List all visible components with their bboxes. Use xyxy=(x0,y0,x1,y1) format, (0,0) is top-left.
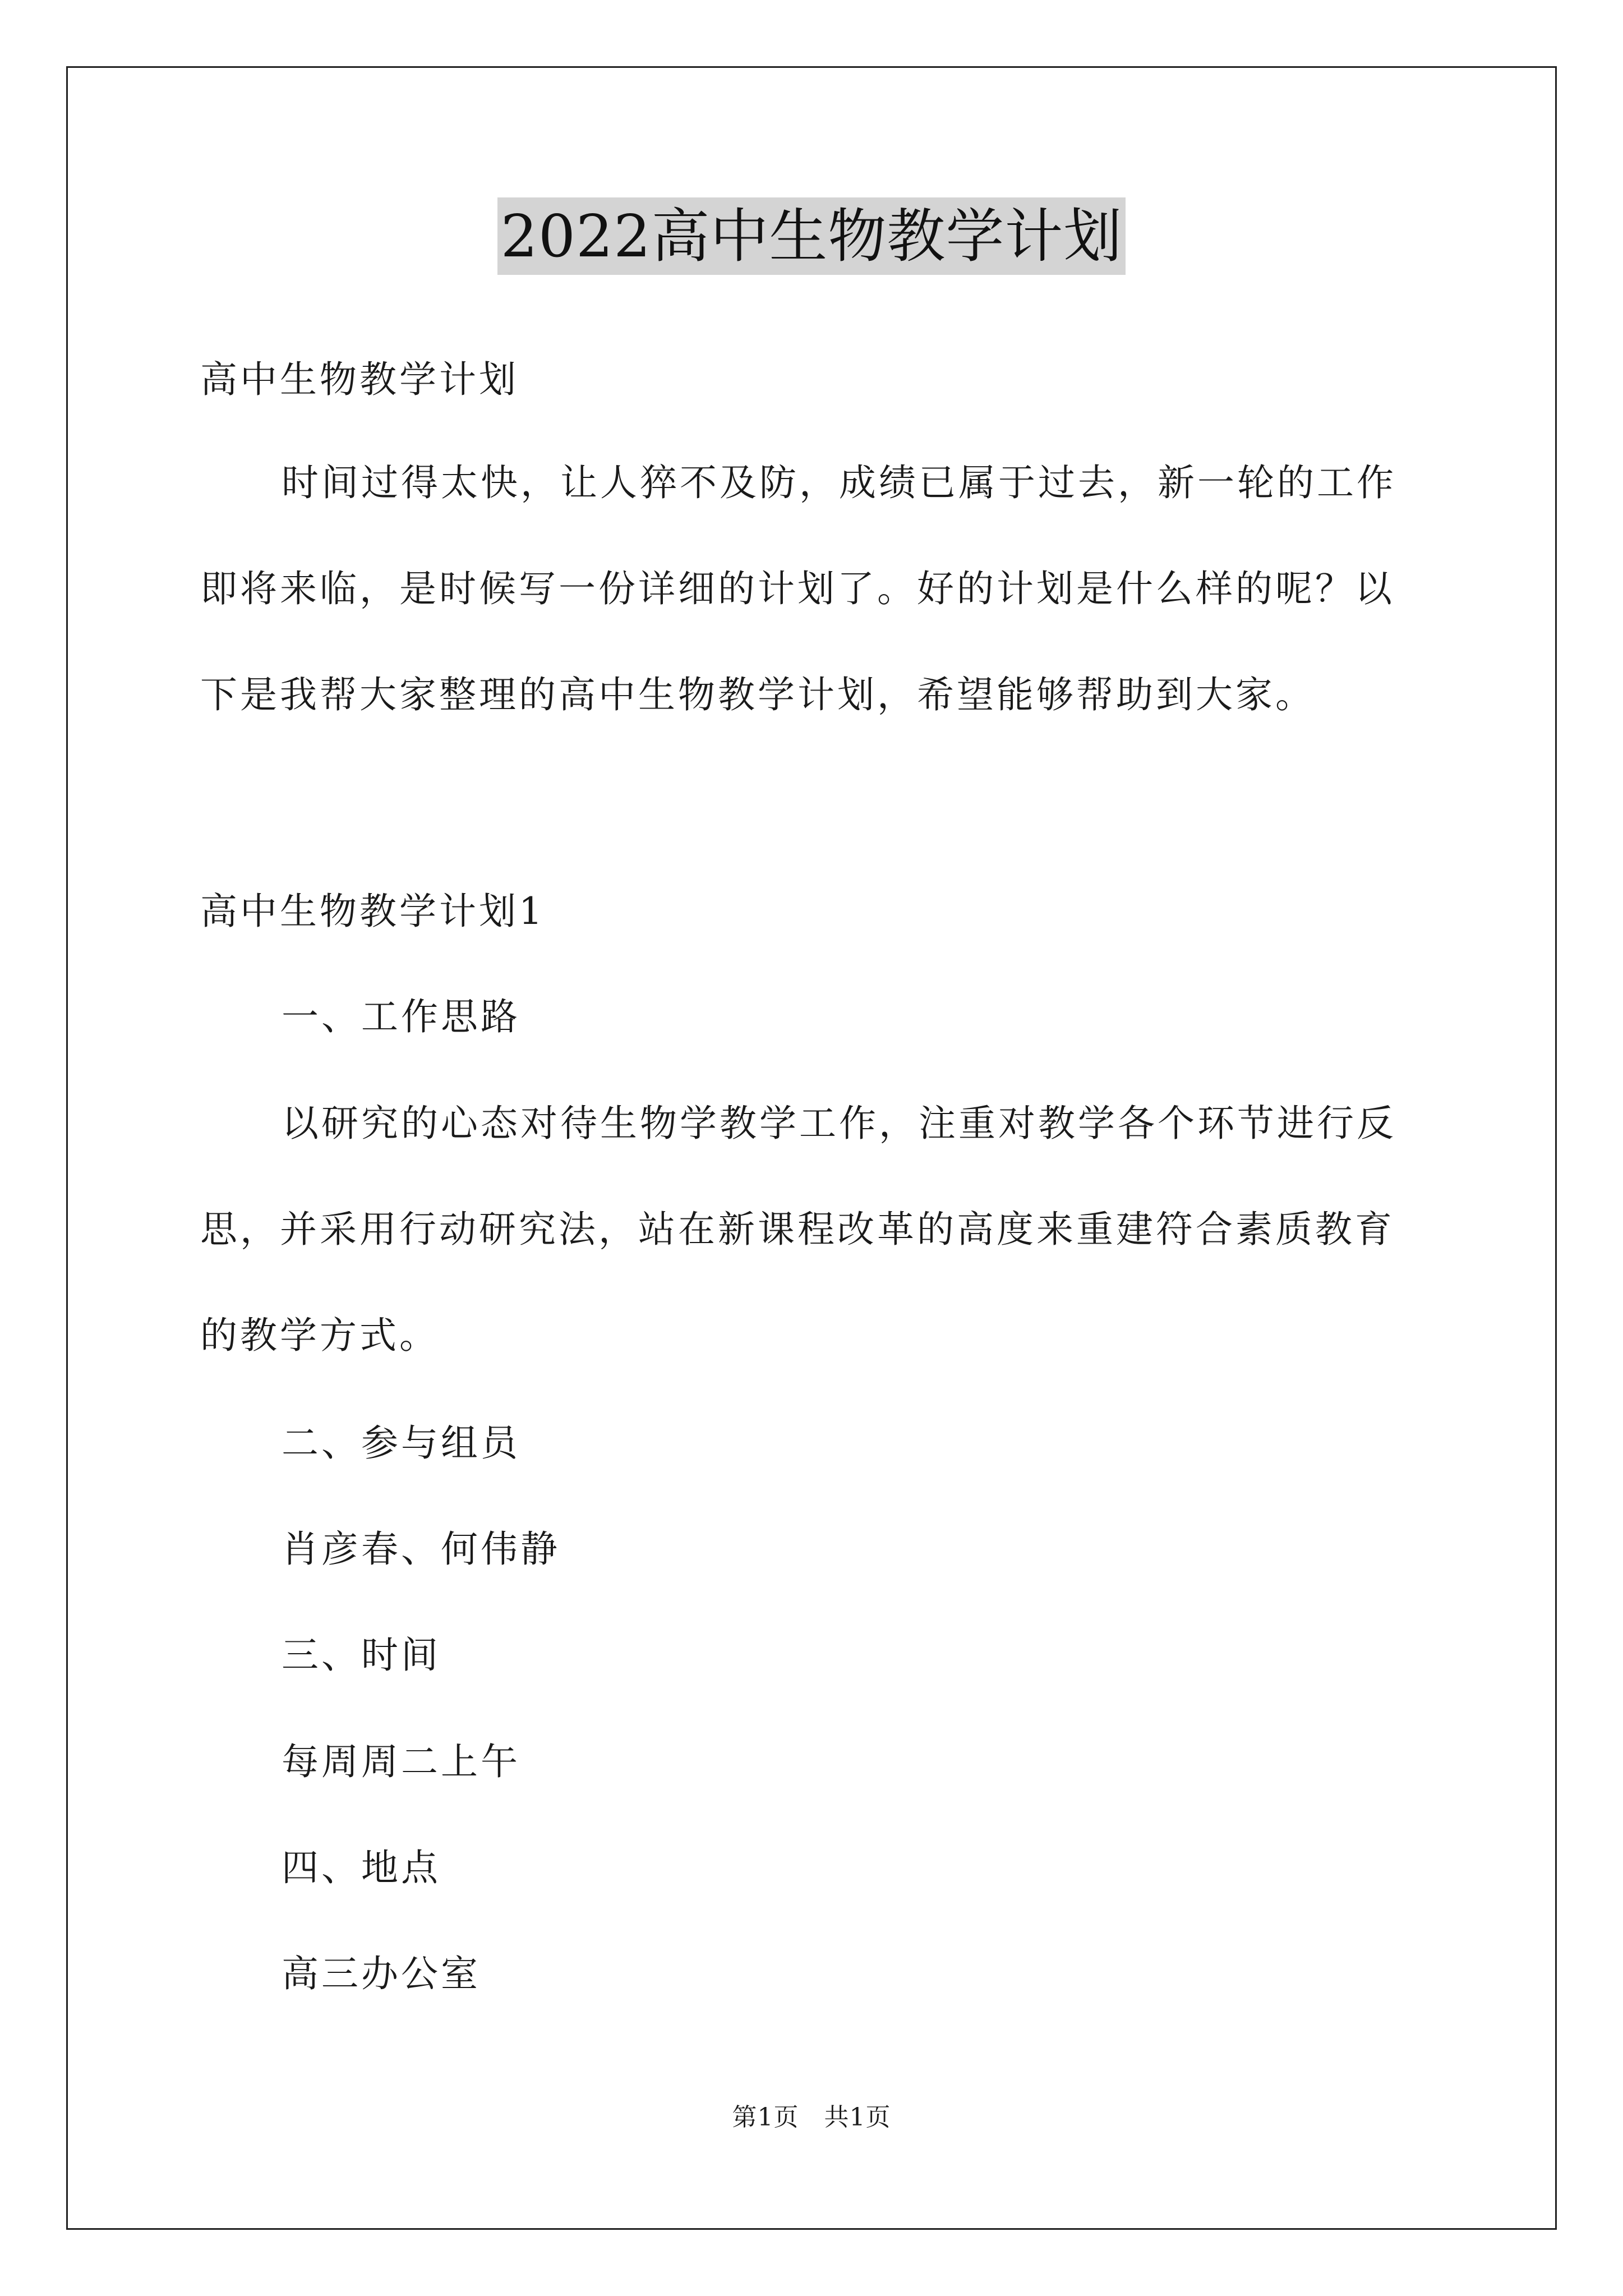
page-footer: 第1页 共1页 xyxy=(732,2103,891,2132)
intro-paragraph-line-3: 下是我帮大家整理的高中生物教学计划，希望能够帮助到大家。 xyxy=(200,673,1315,716)
members-text: 肖彦春、何伟静 xyxy=(282,1527,560,1571)
work-idea-line-3: 的教学方式。 xyxy=(200,1314,439,1357)
heading-time: 三、时间 xyxy=(282,1634,441,1677)
work-idea-line-2: 思，并采用行动研究法，站在新课程改革的高度来重建符合素质教育 xyxy=(200,1208,1395,1251)
heading-place: 四、地点 xyxy=(282,1846,441,1889)
heading-work-idea: 一、工作思路 xyxy=(282,995,520,1038)
section-heading: 高中生物教学计划1 xyxy=(200,890,545,933)
time-text: 每周周二上午 xyxy=(282,1740,520,1783)
document-title: 2022高中生物教学计划 xyxy=(497,197,1126,275)
title-container xyxy=(0,197,1623,275)
heading-members: 二、参与组员 xyxy=(282,1421,520,1465)
place-text: 高三办公室 xyxy=(282,1952,481,1995)
intro-paragraph-line-1: 时间过得太快，让人猝不及防，成绩已属于过去，新一轮的工作 xyxy=(282,461,1396,504)
document-subtitle: 高中生物教学计划 xyxy=(200,358,519,401)
work-idea-line-1: 以研究的心态对待生物学教学工作，注重对教学各个环节进行反 xyxy=(282,1102,1396,1145)
intro-paragraph-line-2: 即将来临，是时候写一份详细的计划了。好的计划是什么样的呢？以 xyxy=(200,567,1395,610)
